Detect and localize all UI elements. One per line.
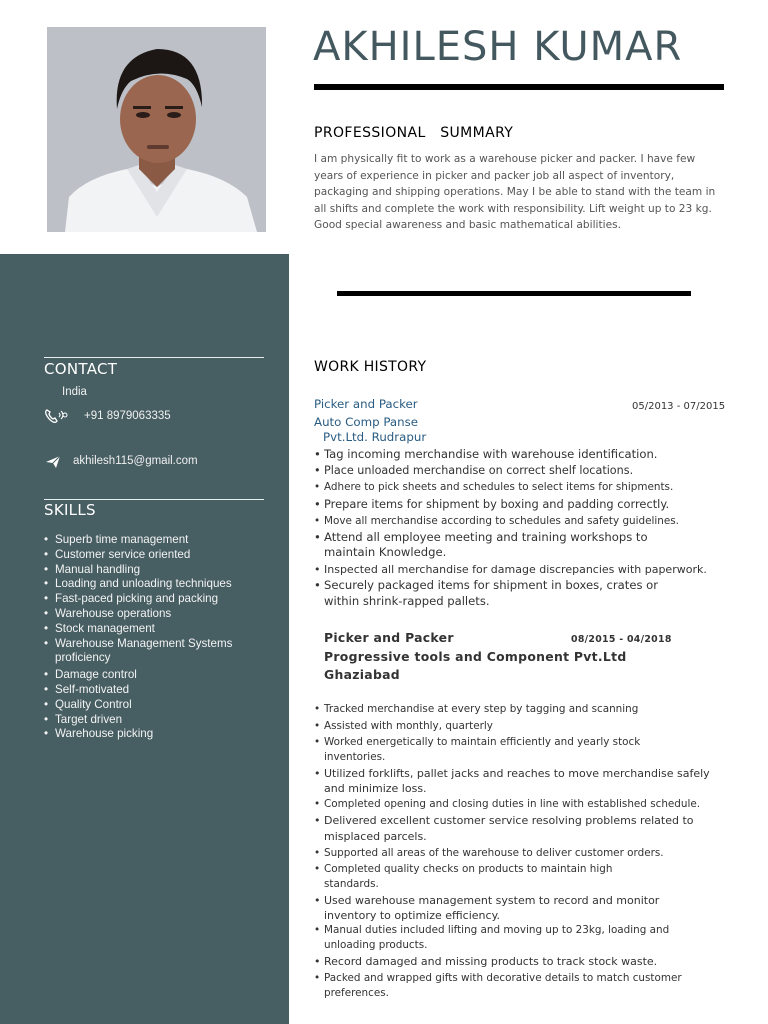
job-company-location: Ghaziabad [324, 667, 400, 682]
skill-item: • Superb time management [44, 533, 279, 548]
phone-icon [44, 408, 70, 428]
skill-item: • Loading and unloading techniques [44, 577, 279, 592]
contact-location: India [62, 386, 87, 398]
skill-item: • Fast-paced picking and packing [44, 592, 279, 607]
list-item: • Inspected all merchandise for damage discrepancies with paperwork. [314, 562, 729, 579]
skill-item: • Quality Control [44, 698, 279, 713]
job-title: Picker and Packer [314, 397, 418, 411]
list-item: • Utilized forklifts, pallet jacks and reaches to move merchandise safely and minimize loss. [314, 766, 714, 796]
job-company-location: Pvt.Ltd. Rudrapur [323, 430, 427, 444]
header-divider [314, 84, 724, 90]
job-company: Progressive tools and Component Pvt.Ltd [324, 649, 627, 664]
list-item: • Tracked merchandise at every step by tagging and scanning [314, 701, 714, 718]
list-item: • Place unloaded merchandise on correct shelf locations. [314, 463, 729, 480]
skill-item: • Warehouse operations [44, 607, 279, 622]
list-item: • Completed quality checks on products to maintain high standards. [314, 862, 644, 892]
contact-divider [44, 357, 264, 358]
list-item: • Used warehouse management system to record and monitor inventory to optimize efficiency. [314, 893, 704, 923]
contact-email: akhilesh115@gmail.com [73, 455, 198, 467]
list-item: • Adhere to pick sheets and schedules to select items for shipments. [314, 479, 729, 496]
list-item: • Completed opening and closing duties in line with established schedule. [314, 796, 714, 813]
skill-item: • Customer service oriented [44, 548, 279, 563]
send-icon [45, 454, 61, 473]
summary-heading: PROFESSIONAL SUMMARY [314, 125, 514, 141]
list-item: • Worked energetically to maintain efficiently and yearly stock inventories. [314, 735, 659, 765]
contact-phone: +91 8979063335 [84, 410, 171, 422]
work-history-heading: WORK HISTORY [314, 359, 427, 375]
list-item: • Move all merchandise according to schedules and safety guidelines. [314, 513, 729, 530]
skill-item: • Manual handling [44, 563, 279, 578]
skill-item: • Warehouse Management Systems proficiency [44, 637, 244, 667]
list-item: • Prepare items for shipment by boxing and padding correctly. [314, 496, 729, 513]
skills-divider [44, 499, 264, 500]
job-dates: 08/2015 - 04/2018 [571, 634, 672, 645]
candidate-name: AKHILESH KUMAR [313, 24, 683, 70]
job-company: Auto Comp Panse [314, 415, 419, 429]
summary-divider [337, 291, 691, 296]
list-item: • Record damaged and missing products to track stock waste. [314, 954, 714, 971]
skill-item: • Self-motivated [44, 683, 279, 698]
job-title: Picker and Packer [324, 630, 454, 645]
skills-heading: SKILLS [44, 501, 96, 519]
summary-text: I am physically fit to work as a warehouse picker and packer. I have few years of experience in picker and packer job all aspect of inventory, packaging and shipping operations. May I be able to stand with the team in all shifts and complete the work with responsibility. Lift weight up to 23 kg. Good special awareness and basic mathematical abilities. [314, 153, 716, 232]
job-dates: 05/2013 - 07/2015 [632, 401, 726, 412]
list-item: • Tag incoming merchandise with warehouse identification. [314, 446, 729, 463]
list-item: • Supported all areas of the warehouse to deliver customer orders. [314, 845, 714, 862]
list-item: • Manual duties included lifting and moving up to 23kg, loading and unloading products. [314, 923, 704, 954]
job-bullets [314, 701, 714, 1001]
profile-photo [47, 27, 266, 232]
sidebar [0, 254, 289, 1024]
list-item: • Securely packaged items for shipment in boxes, crates or within shrink-rapped pallets. [314, 578, 674, 609]
skill-item: • Stock management [44, 622, 279, 637]
list-item: • Packed and wrapped gifts with decorative details to match customer preferences. [314, 971, 714, 1001]
skill-item: • Damage control [44, 668, 279, 683]
list-item: • Assisted with monthly, quarterly [314, 718, 714, 735]
skills-list [44, 533, 279, 742]
list-item: • Attend all employee meeting and training workshops to maintain Knowledge. [314, 530, 674, 561]
job-bullets [314, 446, 729, 609]
list-item: • Delivered excellent customer service resolving problems related to misplaced parcels. [314, 813, 709, 844]
contact-heading: CONTACT [44, 360, 118, 378]
skill-item: • Target driven [44, 713, 279, 728]
skill-item: • Warehouse picking [44, 727, 279, 742]
